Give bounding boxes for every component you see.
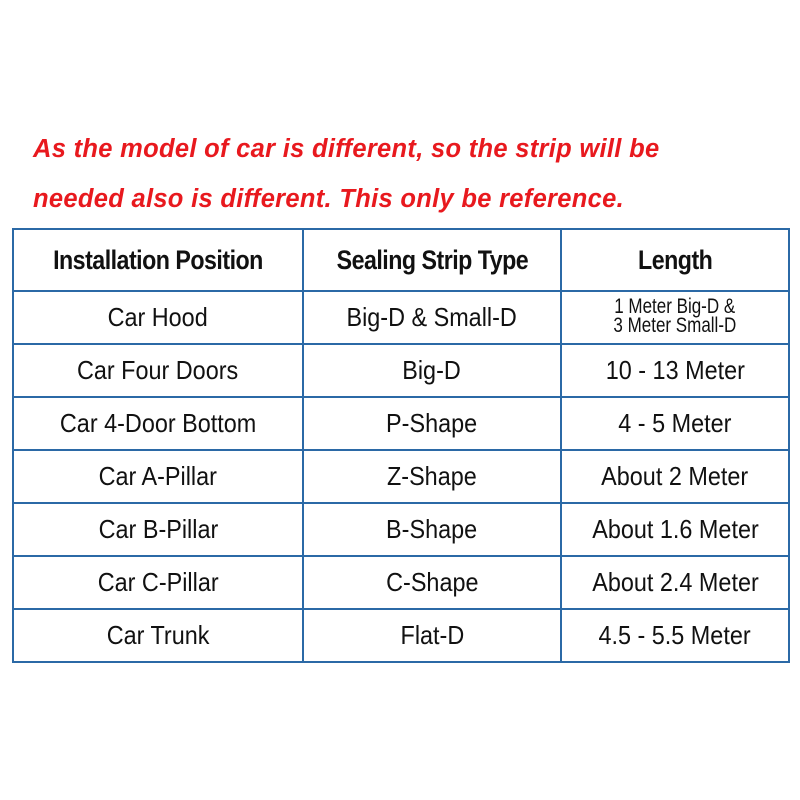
notice-line-2: needed also is different. This only be reference.: [33, 185, 624, 213]
cell-length: About 2 Meter: [561, 450, 789, 503]
table-row: [13, 344, 789, 397]
cell-type: B-Shape: [303, 503, 561, 556]
cell-type: Big-D: [303, 344, 561, 397]
cell-position: Car A-Pillar: [13, 450, 303, 503]
sealing-strip-table: [12, 228, 790, 663]
table-row: [13, 503, 789, 556]
cell-position: Car B-Pillar: [13, 503, 303, 556]
cell-position: Car C-Pillar: [13, 556, 303, 609]
cell-position: Car Hood: [13, 291, 303, 344]
cell-type: C-Shape: [303, 556, 561, 609]
cell-type: Z-Shape: [303, 450, 561, 503]
table-row: [13, 291, 789, 344]
cell-type: P-Shape: [303, 397, 561, 450]
cell-position: Car Four Doors: [13, 344, 303, 397]
header-installation-position: Installation Position: [13, 229, 303, 291]
table-row: [13, 397, 789, 450]
cell-length: 10 - 13 Meter: [561, 344, 789, 397]
table-row: [13, 609, 789, 662]
cell-length-line-1: 1 Meter Big-D &: [614, 294, 736, 318]
cell-position: Car Trunk: [13, 609, 303, 662]
reference-notice: [0, 124, 800, 224]
notice-line-1: As the model of car is different, so the strip will be: [33, 135, 660, 163]
cell-position: Car 4-Door Bottom: [13, 397, 303, 450]
table-row: [13, 556, 789, 609]
cell-length: About 2.4 Meter: [561, 556, 789, 609]
cell-length: 4 - 5 Meter: [561, 397, 789, 450]
header-length: Length: [561, 229, 789, 291]
cell-length-line-2: 3 Meter Small-D: [613, 313, 737, 337]
cell-type: Big-D & Small-D: [303, 291, 561, 344]
header-sealing-strip-type: Sealing Strip Type: [303, 229, 561, 291]
cell-length: 4.5 - 5.5 Meter: [561, 609, 789, 662]
table-row: [13, 450, 789, 503]
table-header-row: [13, 229, 789, 291]
cell-length: [561, 291, 789, 344]
cell-type: Flat-D: [303, 609, 561, 662]
cell-length: About 1.6 Meter: [561, 503, 789, 556]
